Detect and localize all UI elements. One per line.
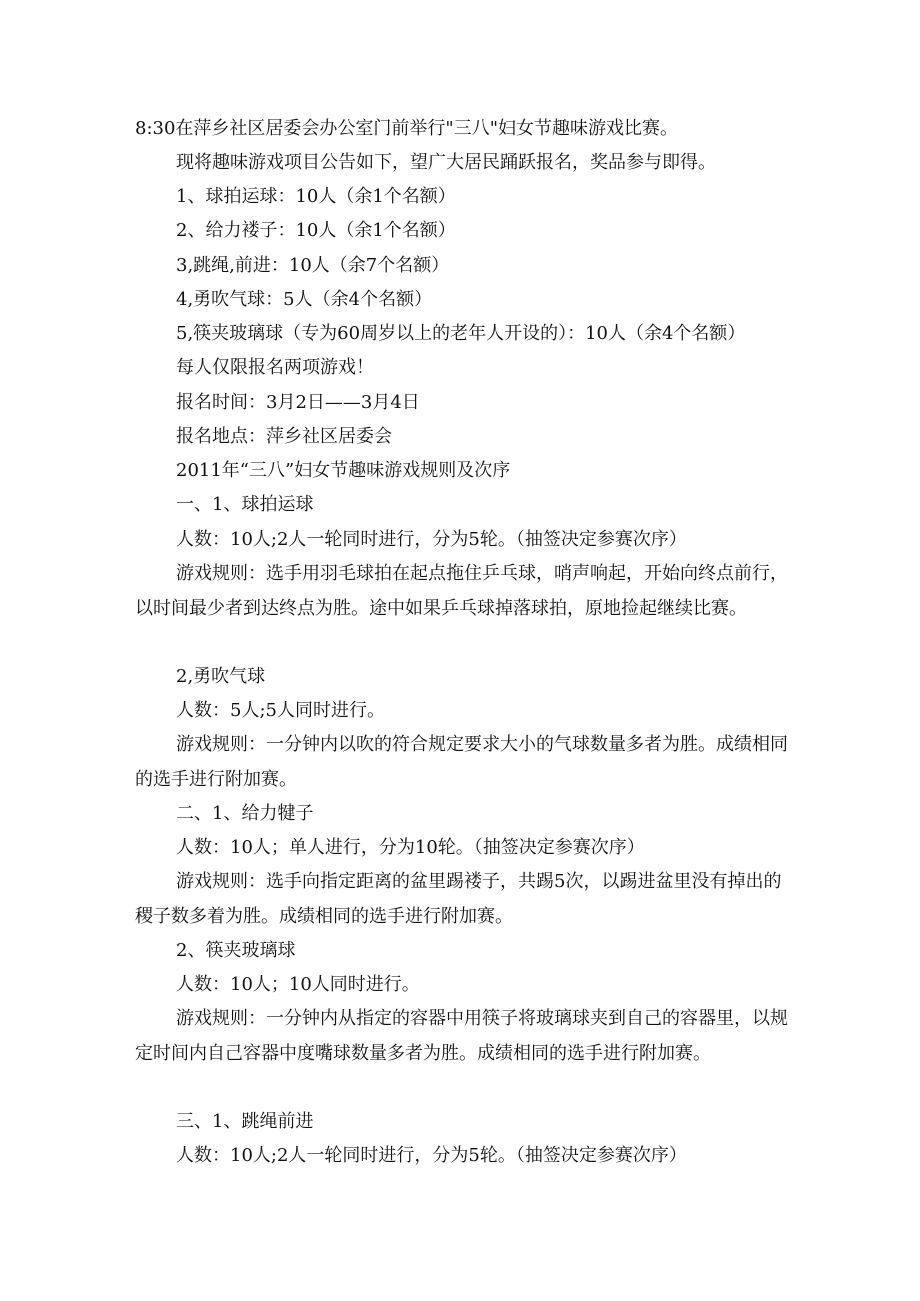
paragraph-chopsticks-rules: 游戏规则：一分钟内从指定的容器中用筷子将玻璃球夹到自己的容器里，以规定时间内自己容器中度嘴球数量多者为胜。成绩相同的选手进行附加赛。 [135,1008,788,1064]
paragraph-balloon-rules: 游戏规则：一分钟内以吹的符合规定要求大小的气球数量多者为胜。成绩相同的选手进行附加赛。 [135,734,788,790]
paragraph-limit-note: 每人仅限报名两项游戏！ [176,357,374,378]
heading-game-shuttlecock: 二、1、给力犍子 [176,803,314,824]
heading-game-jump-rope: 三、1、跳绳前进 [176,1111,314,1132]
paragraph-signup-place: 报名地点：萍乡社区居委会 [176,426,392,447]
paragraph-event-intro: 8:30在萍乡社区居委会办公室门前举行"三八"妇女节趣味游戏比赛。 [135,118,678,139]
list-item-game-4: 4,勇吹气球：5人（余4个名额） [176,289,433,310]
paragraph-announcement: 现将趣味游戏项目公告如下，望广大居民踊跃报名，奖品参与即得。 [176,152,716,173]
paragraph-balloon-count: 人数：5人;5人同时进行。 [176,700,385,721]
section-title-rules: 2011年“三八”妇女节趣味游戏规则及次序 [176,460,511,481]
paragraph-jump-rope-count: 人数：10人;2人一轮同时进行，分为5轮。（抽签决定参赛次序） [176,1145,687,1166]
heading-game-racket-ball: 一、1、球拍运球 [176,494,314,515]
paragraph-racket-rules: 游戏规则：选手用羽毛球拍在起点拖住乒乓球，哨声响起，开始向终点前行，以时间最少者到达终点为胜。途中如果乒乓球掉落球拍，原地捡起继续比赛。 [135,563,788,619]
paragraph-shuttlecock-rules: 游戏规则：选手向指定距离的盆里踢褛子，共踢5次，以踢进盆里没有掉出的稷子数多着为胜。成绩相同的选手进行附加赛。 [135,871,782,927]
paragraph-shuttlecock-count: 人数：10人；单人进行，分为10轮。（抽签决定参赛次序） [176,837,645,858]
paragraph-racket-count: 人数：10人;2人一轮同时进行，分为5轮。（抽签决定参赛次序） [176,529,687,550]
paragraph-signup-time: 报名时间：3月2日——3月4日 [176,392,420,413]
heading-game-chopsticks: 2、筷夹玻璃球 [176,940,296,961]
heading-game-balloon: 2,勇吹气球 [176,666,266,687]
paragraph-chopsticks-count: 人数：10人；10人同时进行。 [176,974,420,995]
list-item-game-1: 1、球拍运球：10人（余1个名额） [176,186,456,207]
list-item-game-5: 5,筷夹玻璃球（专为60周岁以上的老年人开设的）：10人（余4个名额） [176,323,746,344]
list-item-game-2: 2、给力褛子：10人（余1个名额） [176,220,456,241]
list-item-game-3: 3,跳绳,前进：10人（余7个名额） [176,255,450,276]
